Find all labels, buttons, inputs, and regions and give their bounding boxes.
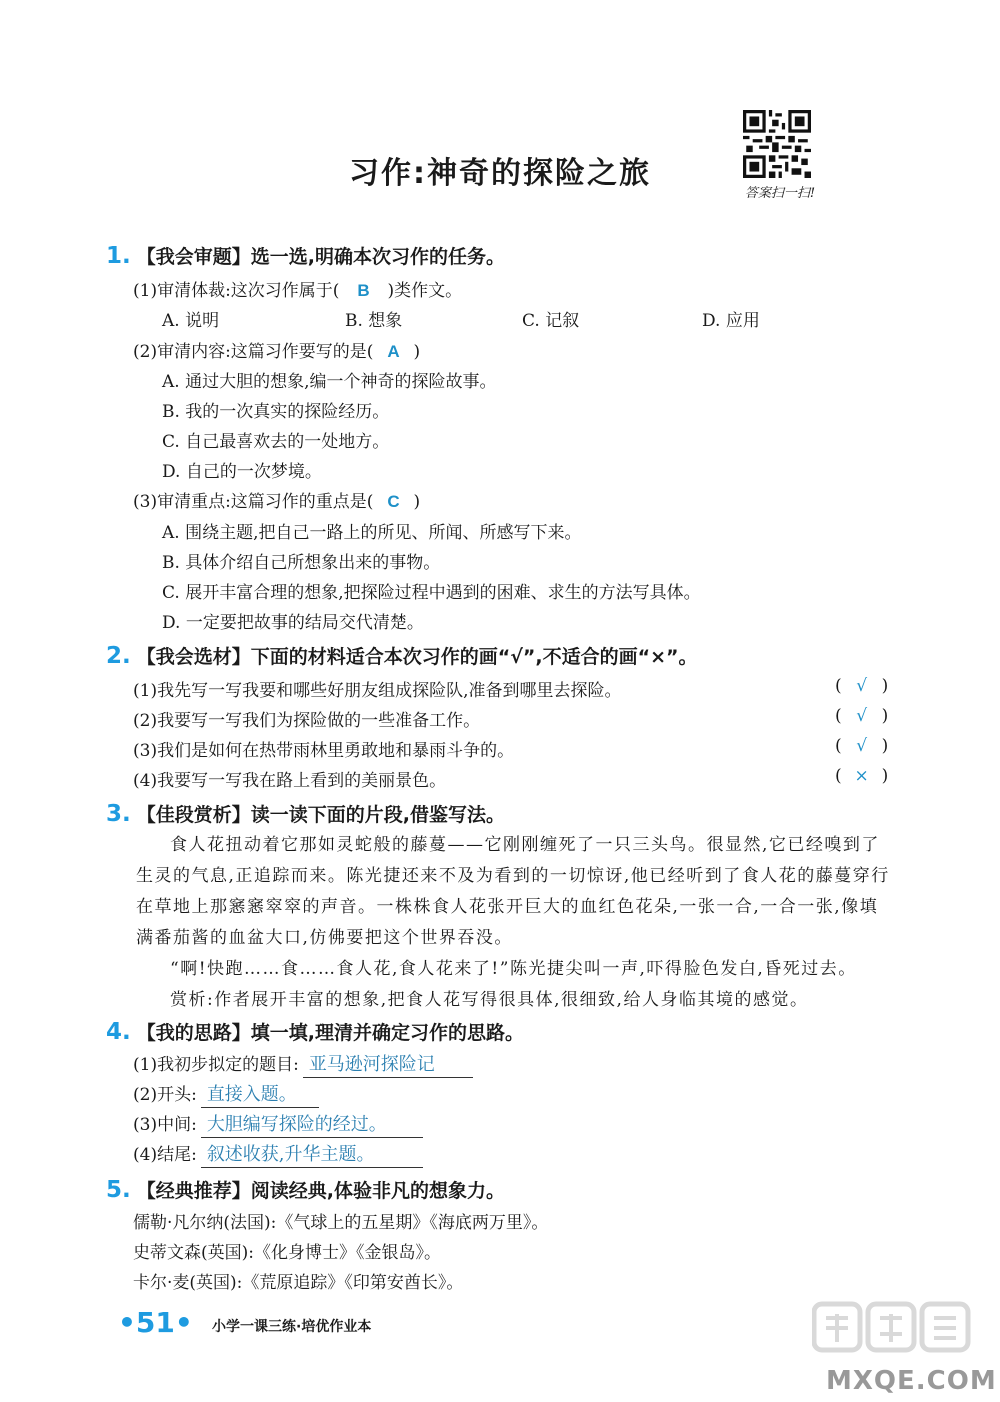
q1-p2-option-c: C. 自己最喜欢去的一处地方。	[162, 432, 390, 452]
q5-heading-text: 【经典推荐】阅读经典,体验非凡的想象力。	[136, 1180, 505, 1202]
q2-item-1: (1)我先写一写我要和哪些好朋友组成探险队,准备到哪里去探险。	[133, 681, 622, 701]
q1-p2-tail: )	[413, 342, 421, 362]
q4-item-1-label: (1)我初步拟定的题目:	[133, 1055, 299, 1075]
q1-p1-option-a: A. 说明	[162, 311, 220, 331]
q1-p1-answer: B	[357, 281, 370, 300]
q1-heading	[106, 242, 505, 269]
q4-heading-text: 【我的思路】填一填,理清并确定习作的思路。	[136, 1022, 524, 1044]
q1-p2-option-a: A. 通过大胆的想象,编一个神奇的探险故事。	[162, 372, 497, 392]
q3-heading-text: 【佳段赏析】读一读下面的片段,借鉴写法。	[136, 804, 505, 826]
q1-p1-tail: )类作文。	[387, 281, 463, 301]
q1-heading-text: 【我会审题】选一选,明确本次习作的任务。	[136, 246, 505, 268]
q4-item-1-answer[interactable]: 亚马逊河探险记	[303, 1050, 473, 1078]
q2-item-3-answer: ( √ )	[835, 736, 889, 756]
qr-caption: 答案扫一扫!	[744, 186, 816, 201]
q4-number: 4.	[106, 1019, 131, 1045]
q5-item-1: 儒勒·凡尔纳(法国):《气球上的五星期》《海底两万里》。	[133, 1213, 549, 1233]
q2-item-4: (4)我要写一写我在路上看到的美丽景色。	[133, 771, 447, 791]
q1-number: 1.	[106, 243, 131, 269]
q5-number: 5.	[106, 1177, 131, 1203]
q1-p2-prompt	[133, 337, 420, 362]
q4-item-2-answer[interactable]: 直接入题。	[201, 1080, 319, 1108]
q3-passage-para-1: 食人花扭动着它那如灵蛇般的藤蔓——它刚刚缠死了一只三头鸟。很显然,它已经嗅到了生灵的气息,正追踪而来。陈光捷还来不及为看到的一切惊讶,他已经听到了食人花的藤蔓穿行在草地上那窸窸窣窣的声音。一株株食人花张开巨大的血红色花朵,一张一合,一合一张,像填满番茄酱的血盆大口,仿佛要把这个世界吞没。	[136, 835, 890, 948]
q1-p3-option-d: D. 一定要把故事的结局交代清楚。	[162, 613, 424, 633]
q1-p3-tail: )	[413, 492, 421, 512]
q1-p2-answer: A	[387, 342, 400, 361]
q4-item-1	[133, 1050, 473, 1078]
q1-p1-option-b: B. 想象	[345, 311, 403, 331]
q2-heading-text: 【我会选材】下面的材料适合本次习作的画“√”,不适合的画“×”。	[136, 646, 698, 668]
q2-number: 2.	[106, 643, 131, 669]
q5-item-3: 卡尔·麦(英国):《荒原追踪》《印第安酋长》。	[133, 1273, 464, 1293]
q4-item-2-label: (2)开头:	[133, 1085, 197, 1105]
q4-item-3-answer[interactable]: 大胆编写探险的经过。	[201, 1110, 423, 1138]
q1-p3-option-c: C. 展开丰富合理的想象,把探险过程中遇到的困难、求生的方法写具体。	[162, 583, 701, 603]
watermark-logo-icon	[812, 1296, 972, 1366]
q1-p1-option-c: C. 记叙	[522, 311, 580, 331]
q2-item-2-mark: √	[856, 706, 868, 726]
q1-p3-text: (3)审清重点:这篇习作的重点是(	[133, 492, 374, 512]
q1-p1-text: (1)审清体裁:这次习作属于(	[133, 281, 340, 301]
qr-code-icon[interactable]	[743, 110, 811, 178]
q5-heading	[106, 1176, 505, 1203]
q3-number: 3.	[106, 801, 131, 827]
q2-item-4-answer: ( × )	[835, 766, 889, 786]
q1-p3-prompt	[133, 487, 420, 512]
page-title: 习作:神奇的探险之旅	[349, 156, 651, 191]
q1-p2-option-b: B. 我的一次真实的探险经历。	[162, 402, 390, 422]
q5-item-2: 史蒂文森(英国):《化身博士》《金银岛》。	[133, 1243, 441, 1263]
q2-heading	[106, 642, 698, 669]
q1-p3-answer: C	[387, 492, 400, 511]
page-number: •51•	[118, 1306, 193, 1339]
q1-p3-option-a: A. 围绕主题,把自己一路上的所见、所闻、所感写下来。	[162, 523, 582, 543]
q1-p3-option-b: B. 具体介绍自己所想象出来的事物。	[162, 553, 441, 573]
q2-item-2-answer: ( √ )	[835, 706, 889, 726]
q3-heading	[106, 800, 505, 827]
q4-item-4-label: (4)结尾:	[133, 1145, 197, 1165]
q2-item-3: (3)我们是如何在热带雨林里勇敢地和暴雨斗争的。	[133, 741, 515, 761]
q3-passage-para-3: 赏析:作者展开丰富的想象,把食人花写得很具体,很细致,给人身临其境的感觉。	[170, 990, 809, 1010]
q4-heading	[106, 1018, 524, 1045]
q3-passage	[136, 830, 894, 1016]
q2-item-1-answer: ( √ )	[835, 676, 889, 696]
q4-item-4-answer[interactable]: 叙述收获,升华主题。	[201, 1140, 423, 1168]
q3-passage-para-2: “啊!快跑……食……食人花,食人花来了!”陈光捷尖叫一声,吓得脸色发白,昏死过去。	[170, 959, 857, 979]
q4-item-4	[133, 1140, 423, 1168]
q2-item-1-mark: √	[856, 676, 868, 696]
book-title: 小学一课三练·培优作业本	[212, 1319, 372, 1335]
q1-p2-text: (2)审清内容:这篇习作要写的是(	[133, 342, 374, 362]
q2-item-4-mark: ×	[854, 766, 869, 786]
q4-item-3	[133, 1110, 423, 1138]
q4-item-3-label: (3)中间:	[133, 1115, 197, 1135]
q1-p2-option-d: D. 自己的一次梦境。	[162, 462, 322, 482]
q2-item-2: (2)我要写一写我们为探险做的一些准备工作。	[133, 711, 481, 731]
q1-p1-prompt	[133, 276, 462, 301]
q4-item-2	[133, 1080, 319, 1108]
watermark-text: MXQE.COM	[826, 1366, 997, 1396]
q2-item-3-mark: √	[856, 736, 868, 756]
q1-p1-option-d: D. 应用	[702, 311, 760, 331]
